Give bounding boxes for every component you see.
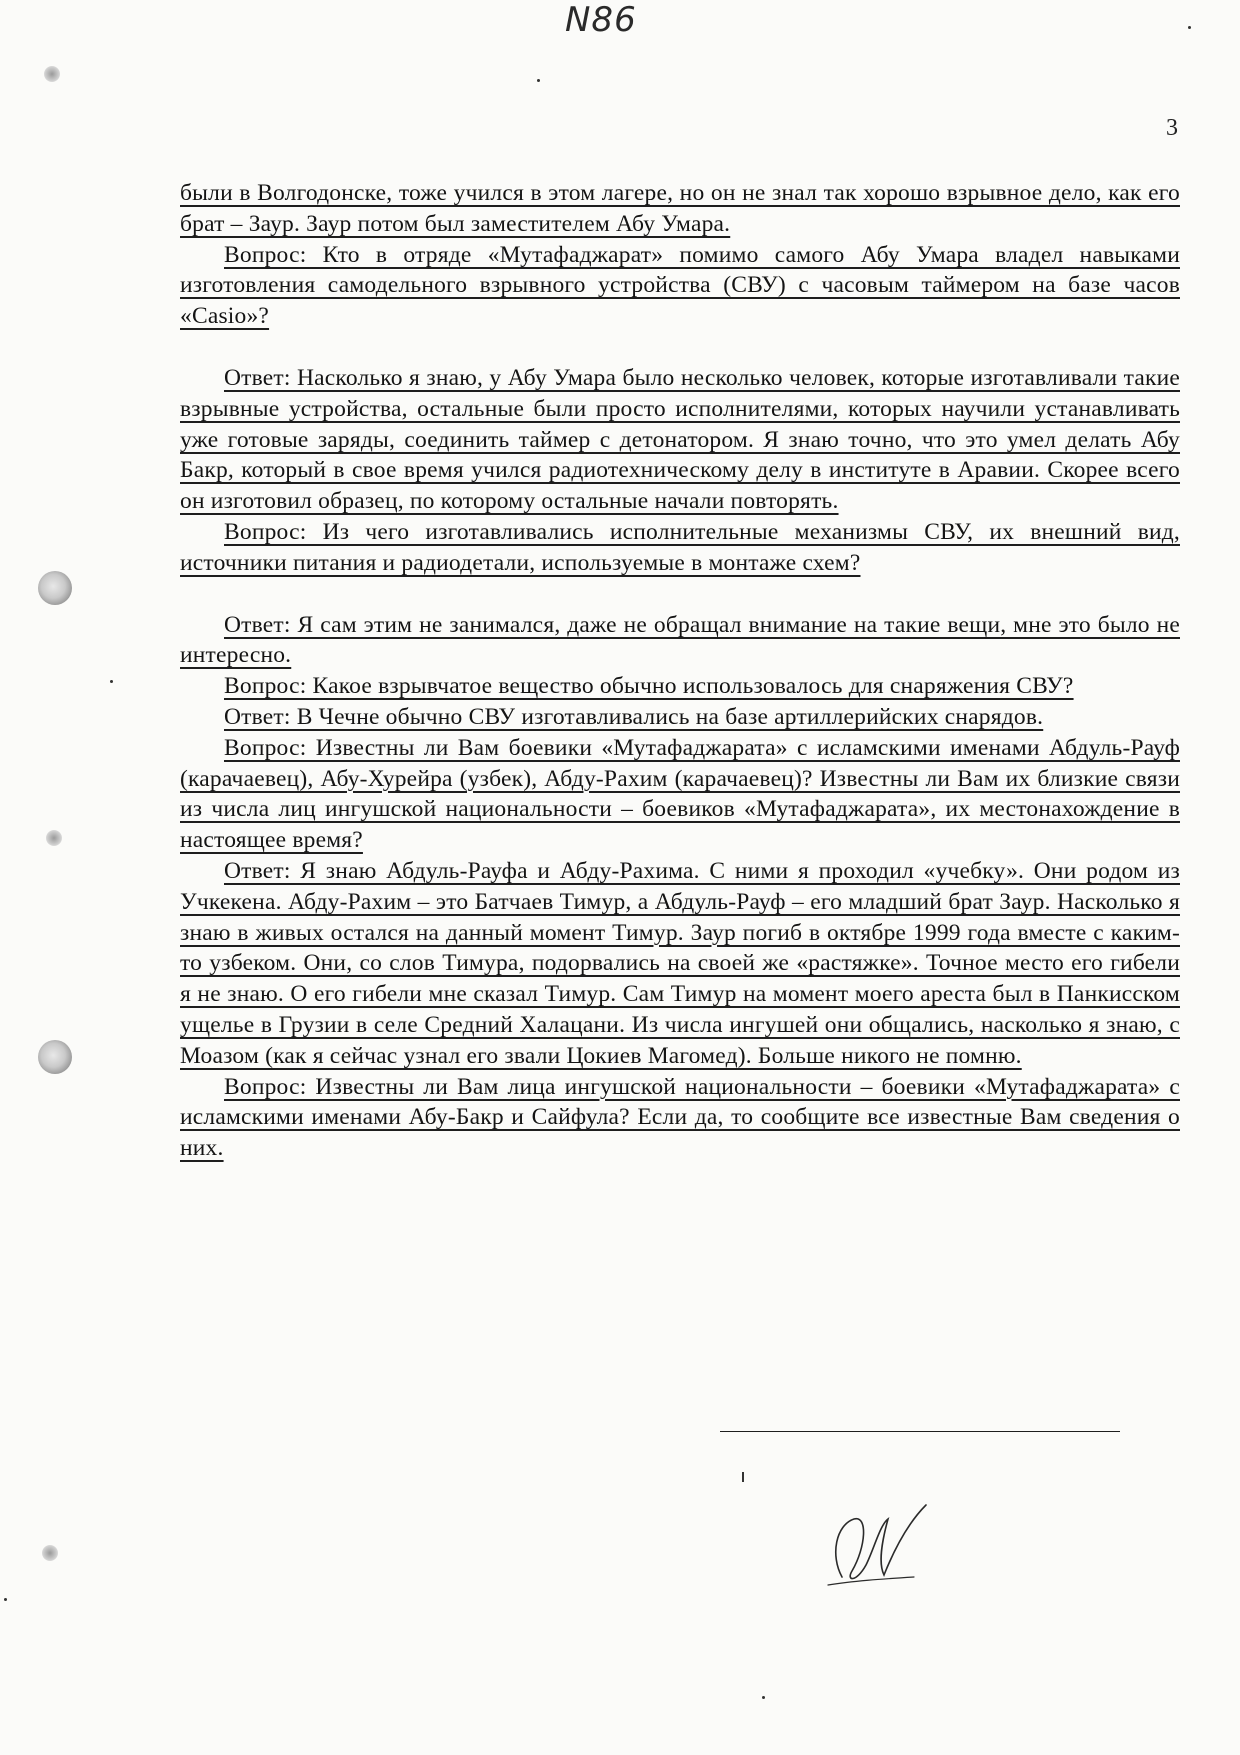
scan-smudge	[46, 830, 62, 846]
scan-smudge	[42, 1545, 58, 1561]
closing-rule	[720, 1431, 1120, 1432]
answer-paragraph: Ответ: Насколько я знаю, у Абу Умара было несколько человек, которые изготавливали такие взрывные устройства, остальные были просто исполнителями, которых научили устанавливать уже готовые заряды, соединить таймер с детонатором. Я знаю точно, что это умел делать Абу Бакр, который в свое время учился радиотехническому делу в институте в Аравии. Скорее всего он изготовил образец, по которому остальные начали повторять.	[180, 364, 1180, 515]
scan-speck	[4, 1598, 7, 1601]
scan-speck	[762, 1696, 765, 1699]
question-paragraph: Вопрос: Кто в отряде «Мутафаджарат» помимо самого Абу Умара владел навыками изготовления самодельного взрывного устройства (СВУ) с часовым таймером на базе часов «Casio»?	[180, 241, 1180, 330]
punch-hole	[38, 1040, 72, 1074]
scan-smudge	[44, 66, 60, 82]
punch-hole	[38, 571, 72, 605]
scan-speck	[537, 79, 540, 82]
interrogation-text	[180, 178, 1180, 1164]
scan-speck	[742, 1472, 744, 1482]
scan-speck	[1188, 26, 1191, 29]
answer-paragraph: Ответ: Я сам этим не занимался, даже не обращал внимание на такие вещи, мне это было не интересно.	[180, 611, 1180, 669]
question-paragraph: Вопрос: Из чего изготавливались исполнительные механизмы СВУ, их внешний вид, источники питания и радиодетали, используемые в монтаже схем?	[180, 518, 1180, 576]
question-paragraph: Вопрос: Какое взрывчатое вещество обычно использовалось для снаряжения СВУ?	[224, 673, 1074, 700]
paragraph-continuation: были в Волгодонске, тоже учился в этом лагере, но он не знал так хорошо взрывное дело, как его брат – Заур. Заур потом был заместителем Абу Умара.	[180, 180, 1180, 237]
answer-paragraph: Ответ: Я знаю Абдуль-Рауфа и Абду-Рахима. С ними я проходил «учебку». Они родом из Учкекена. Абду-Рахим – это Батчаев Тимур, а Абдуль-Рауф – его младший брат Заур. Насколько я знаю в живых остался на данный момент Тимур. Заур погиб в октябре 1999 года вместе с каким-то узбеком. Они, со слов Тимура, подорвались на своей же «растяжке». Точное место его гибели я не знаю. О его гибели мне сказал Тимур. Сам Тимур на момент моего ареста был в Панкисском ущелье в Грузии в селе Средний Халацани. Из числа ингушей они общались, насколько я знаю, с Моазом (как я сейчас узнал его звали Цокиев Магомед). Больше никого не помню.	[180, 857, 1180, 1069]
scan-speck	[110, 680, 113, 683]
handwritten-signature	[822, 1485, 942, 1595]
question-paragraph: Вопрос: Известны ли Вам лица ингушской национальности – боевики «Мутафаджарата» с исламскими именами Абу-Бакр и Сайфула? Если да, то сообщите все известные Вам сведения о них.	[180, 1073, 1180, 1162]
question-paragraph: Вопрос: Известны ли Вам боевики «Мутафаджарата» с исламскими именами Абдуль-Рауф (карачаевец), Абу-Хурейра (узбек), Абду-Рахим (карачаевец)? Известны ли Вам их близкие связи из числа лиц ингушской национальности – боевиков «Мутафаджарата», их местонахождение в настоящее время?	[180, 734, 1180, 854]
handwritten-case-number: N86	[565, 0, 637, 40]
answer-paragraph: Ответ: В Чечне обычно СВУ изготавливались на базе артиллерийских снарядов.	[224, 703, 1044, 730]
page-number: 3	[1166, 115, 1178, 141]
